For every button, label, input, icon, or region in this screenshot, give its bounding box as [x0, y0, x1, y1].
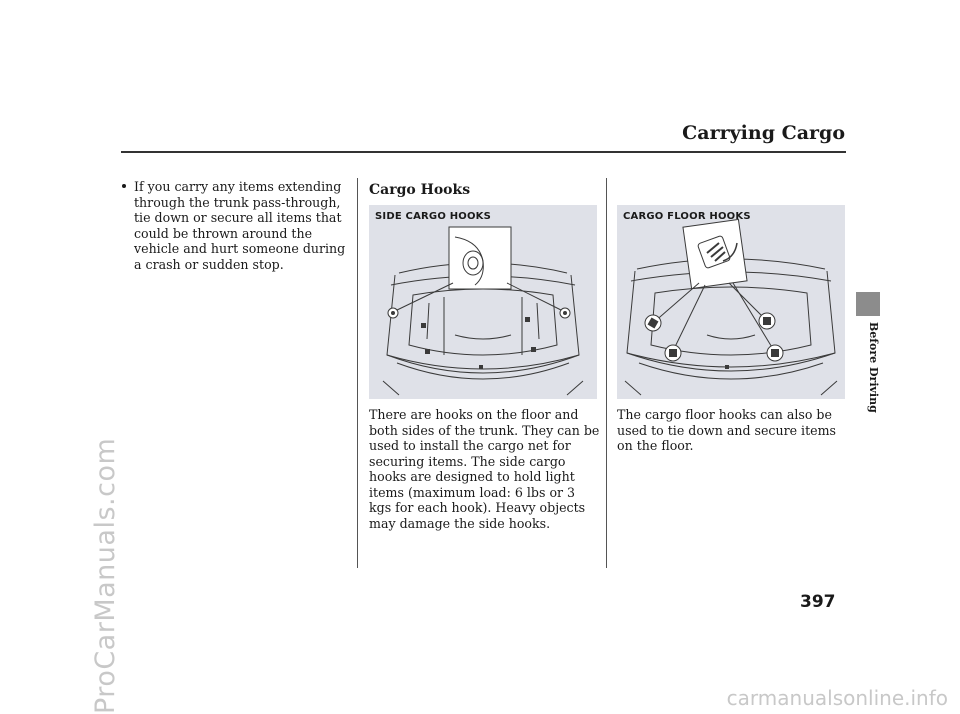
cargo-floor-hooks-paragraph: The cargo floor hooks can also be used to tie down and secure items on the floor. [617, 407, 837, 453]
section-tab-marker [856, 292, 880, 316]
column-divider-left [357, 178, 358, 568]
watermark-carmanualsonline: carmanualsonline.info [726, 686, 948, 710]
watermark-procarmanuals: ProCarManuals.com [90, 437, 121, 714]
side-cargo-hooks-figure [369, 205, 597, 399]
figure-caption: SIDE CARGO HOOKS [375, 211, 492, 222]
column-divider-right [606, 178, 607, 568]
bullet-text: If you carry any items extending through the trunk pass-through, tie down or secure all items that could be thrown around the vehicle and hurt someone during a crash or sudden stop. [134, 179, 346, 272]
trunk-floor-illustration [617, 205, 845, 399]
page-title: Carrying Cargo [682, 122, 845, 144]
cargo-hooks-paragraph: There are hooks on the floor and both sides of the trunk. They can be used to install the cargo net for securing items. The side cargo hooks are designed to hold light items (maximum load: 6 lbs or 3 kgs for each hook). Heavy objects may damage the side hooks. [369, 407, 600, 531]
figure-caption: CARGO FLOOR HOOKS [623, 211, 751, 222]
section-heading: Cargo Hooks [369, 182, 471, 198]
page-number: 397 [800, 592, 836, 612]
trunk-illustration [369, 205, 597, 399]
title-rule [121, 151, 846, 153]
cargo-floor-hooks-figure [617, 205, 845, 399]
section-label: Before Driving [867, 322, 880, 413]
bullet-icon [122, 184, 126, 188]
